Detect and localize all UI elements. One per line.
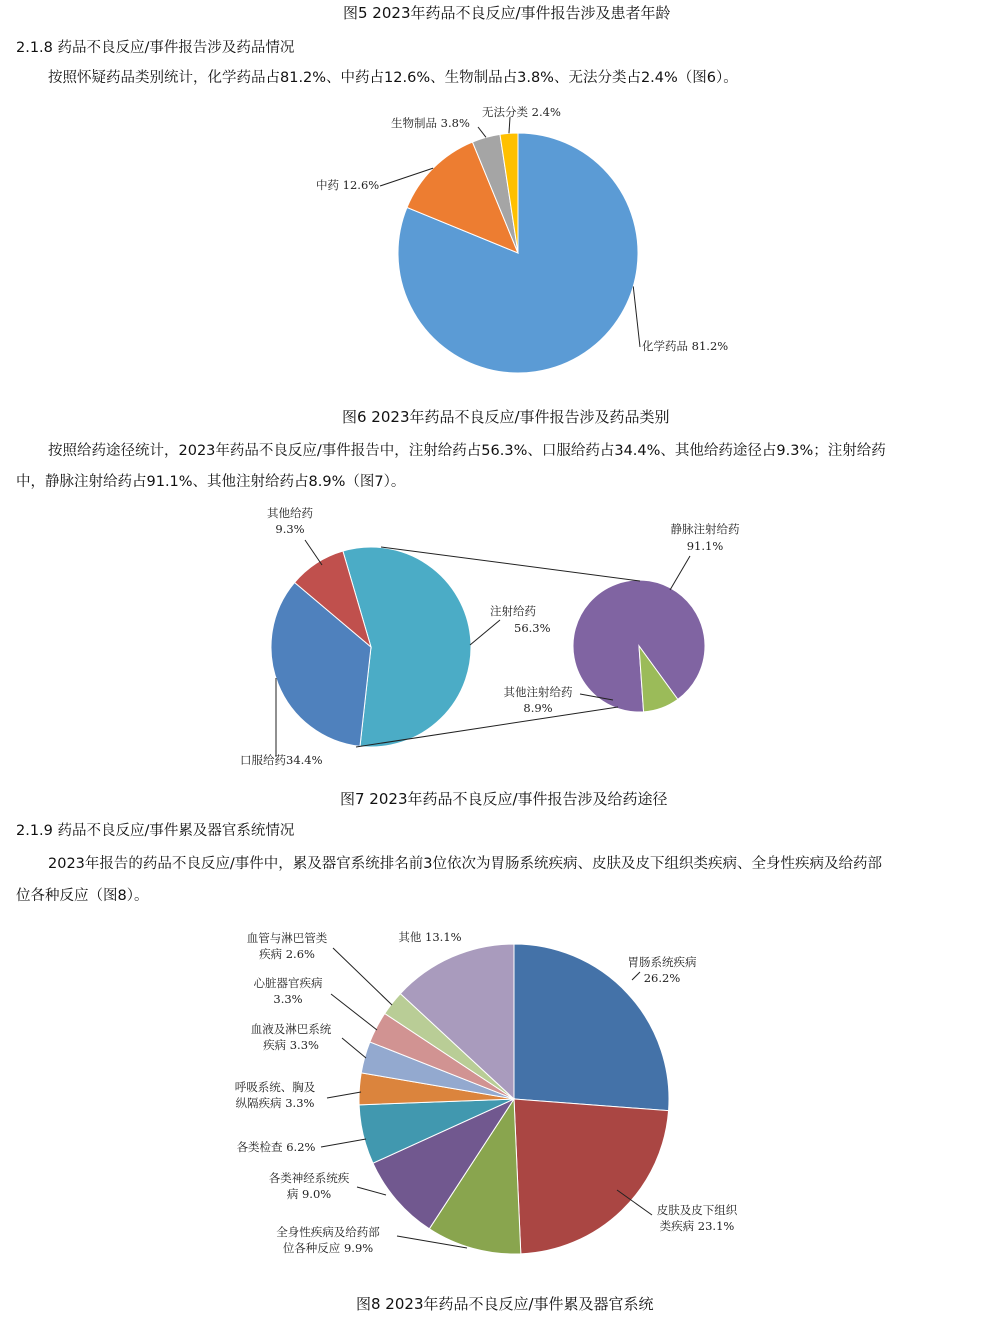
fig8-label-7-line-2: 疾病 3.3% <box>263 1038 319 1052</box>
fig8-label-4-line-2: 病 9.0% <box>286 1187 332 1201</box>
fig8-label-9-line-2: 疾病 2.6% <box>259 947 315 961</box>
fig8-label-6-line-2: 纵隔疾病 3.3% <box>235 1096 315 1110</box>
paragraph-drug-category: 按照怀疑药品类别统计，化学药品占81.2%、中药占12.6%、生物制品占3.8%、无法分类占2.4%（图6）。 <box>48 70 738 86</box>
fig6-label-4: 无法分类 2.4% <box>482 105 561 119</box>
paragraph-organ-line-1: 2023年报告的药品不良反应/事件中，累及器官系统排名前3位依次为胃肠系统疾病、皮肤及皮下组织类疾病、全身性疾病及给药部 <box>48 856 883 872</box>
fig6-label-1: 化学药品 81.2% <box>642 339 729 353</box>
fig8-caption: 图8 2023年药品不良反应/事件累及器官系统 <box>356 1295 654 1313</box>
fig8-label-9-line-1: 血管与淋巴管类 <box>246 931 328 945</box>
fig7-sub-label-2-value: 8.9% <box>523 701 553 715</box>
fig7-label-3-value: 9.3% <box>275 522 305 536</box>
fig8-label-3-line-1: 全身性疾病及给药部 <box>276 1225 380 1239</box>
fig7-sub-label-1-name: 静脉注射给药 <box>670 522 740 536</box>
fig8-leader-6 <box>327 1092 361 1098</box>
fig8-label-7-line-1: 血液及淋巴系统 <box>250 1022 332 1036</box>
fig8-leader-5 <box>321 1139 366 1147</box>
fig7-sub-label-1-value: 91.1% <box>686 539 724 553</box>
fig8-slice-2 <box>514 1099 669 1254</box>
fig8-leader-8 <box>331 994 377 1030</box>
fig8-leader-1 <box>632 972 640 980</box>
fig7-label-1-value: 56.3% <box>514 621 551 635</box>
fig7-label-1-name: 注射给药 <box>490 604 536 618</box>
fig5-caption: 图5 2023年药品不良反应/事件报告涉及患者年龄 <box>343 4 671 22</box>
fig6-label-3: 生物制品 3.8% <box>391 116 470 130</box>
fig8-label-4-line-1: 各类神经系统疾 <box>268 1171 350 1185</box>
fig8-label-1-line-2: 26.2% <box>643 971 681 985</box>
paragraph-organ-line-2: 位各种反应（图8）。 <box>16 888 149 904</box>
fig8-label-5-line-1: 各类检查 6.2% <box>236 1140 316 1154</box>
paragraph-route-line-2: 中，静脉注射给药占91.1%、其他注射给药占8.9%（图7）。 <box>16 474 406 490</box>
fig8-leader-7 <box>342 1038 366 1058</box>
section-2-1-8-heading: 2.1.8 药品不良反应/事件报告涉及药品情况 <box>16 40 295 56</box>
fig8-leader-9 <box>333 948 392 1005</box>
fig8-label-8-line-2: 3.3% <box>273 992 303 1006</box>
paragraph-route-line-1: 按照给药途径统计，2023年药品不良反应/事件报告中，注射给药占56.3%、口服给药占34.4%、其他给药途径占9.3%；注射给药 <box>48 443 886 459</box>
fig8-label-10-line-1: 其他 13.1% <box>398 930 462 944</box>
fig8-label-2-line-1: 皮肤及皮下组织 <box>656 1203 738 1217</box>
section-2-1-9-heading: 2.1.9 药品不良反应/事件累及器官系统情况 <box>16 823 295 839</box>
fig8-leader-4 <box>357 1187 386 1195</box>
fig8-slice-1 <box>514 944 669 1111</box>
fig8-label-3-line-2: 位各种反应 9.9% <box>282 1241 374 1255</box>
fig8-label-6-line-1: 呼吸系统、胸及 <box>234 1080 316 1094</box>
fig6-label-2: 中药 12.6% <box>316 178 380 192</box>
fig7-label-3-name: 其他给药 <box>267 506 313 520</box>
fig6-caption: 图6 2023年药品不良反应/事件报告涉及药品类别 <box>342 408 670 426</box>
fig7-caption: 图7 2023年药品不良反应/事件报告涉及给药途径 <box>340 790 668 808</box>
fig8-label-2-line-2: 类疾病 23.1% <box>659 1219 735 1233</box>
fig8-label-8-line-1: 心脏器官疾病 <box>253 976 323 990</box>
fig7-label-2: 口服给药34.4% <box>240 753 323 767</box>
fig7-sub-label-2-name: 其他注射给药 <box>503 685 573 699</box>
fig8-label-1-line-1: 胃肠系统疾病 <box>627 955 697 969</box>
